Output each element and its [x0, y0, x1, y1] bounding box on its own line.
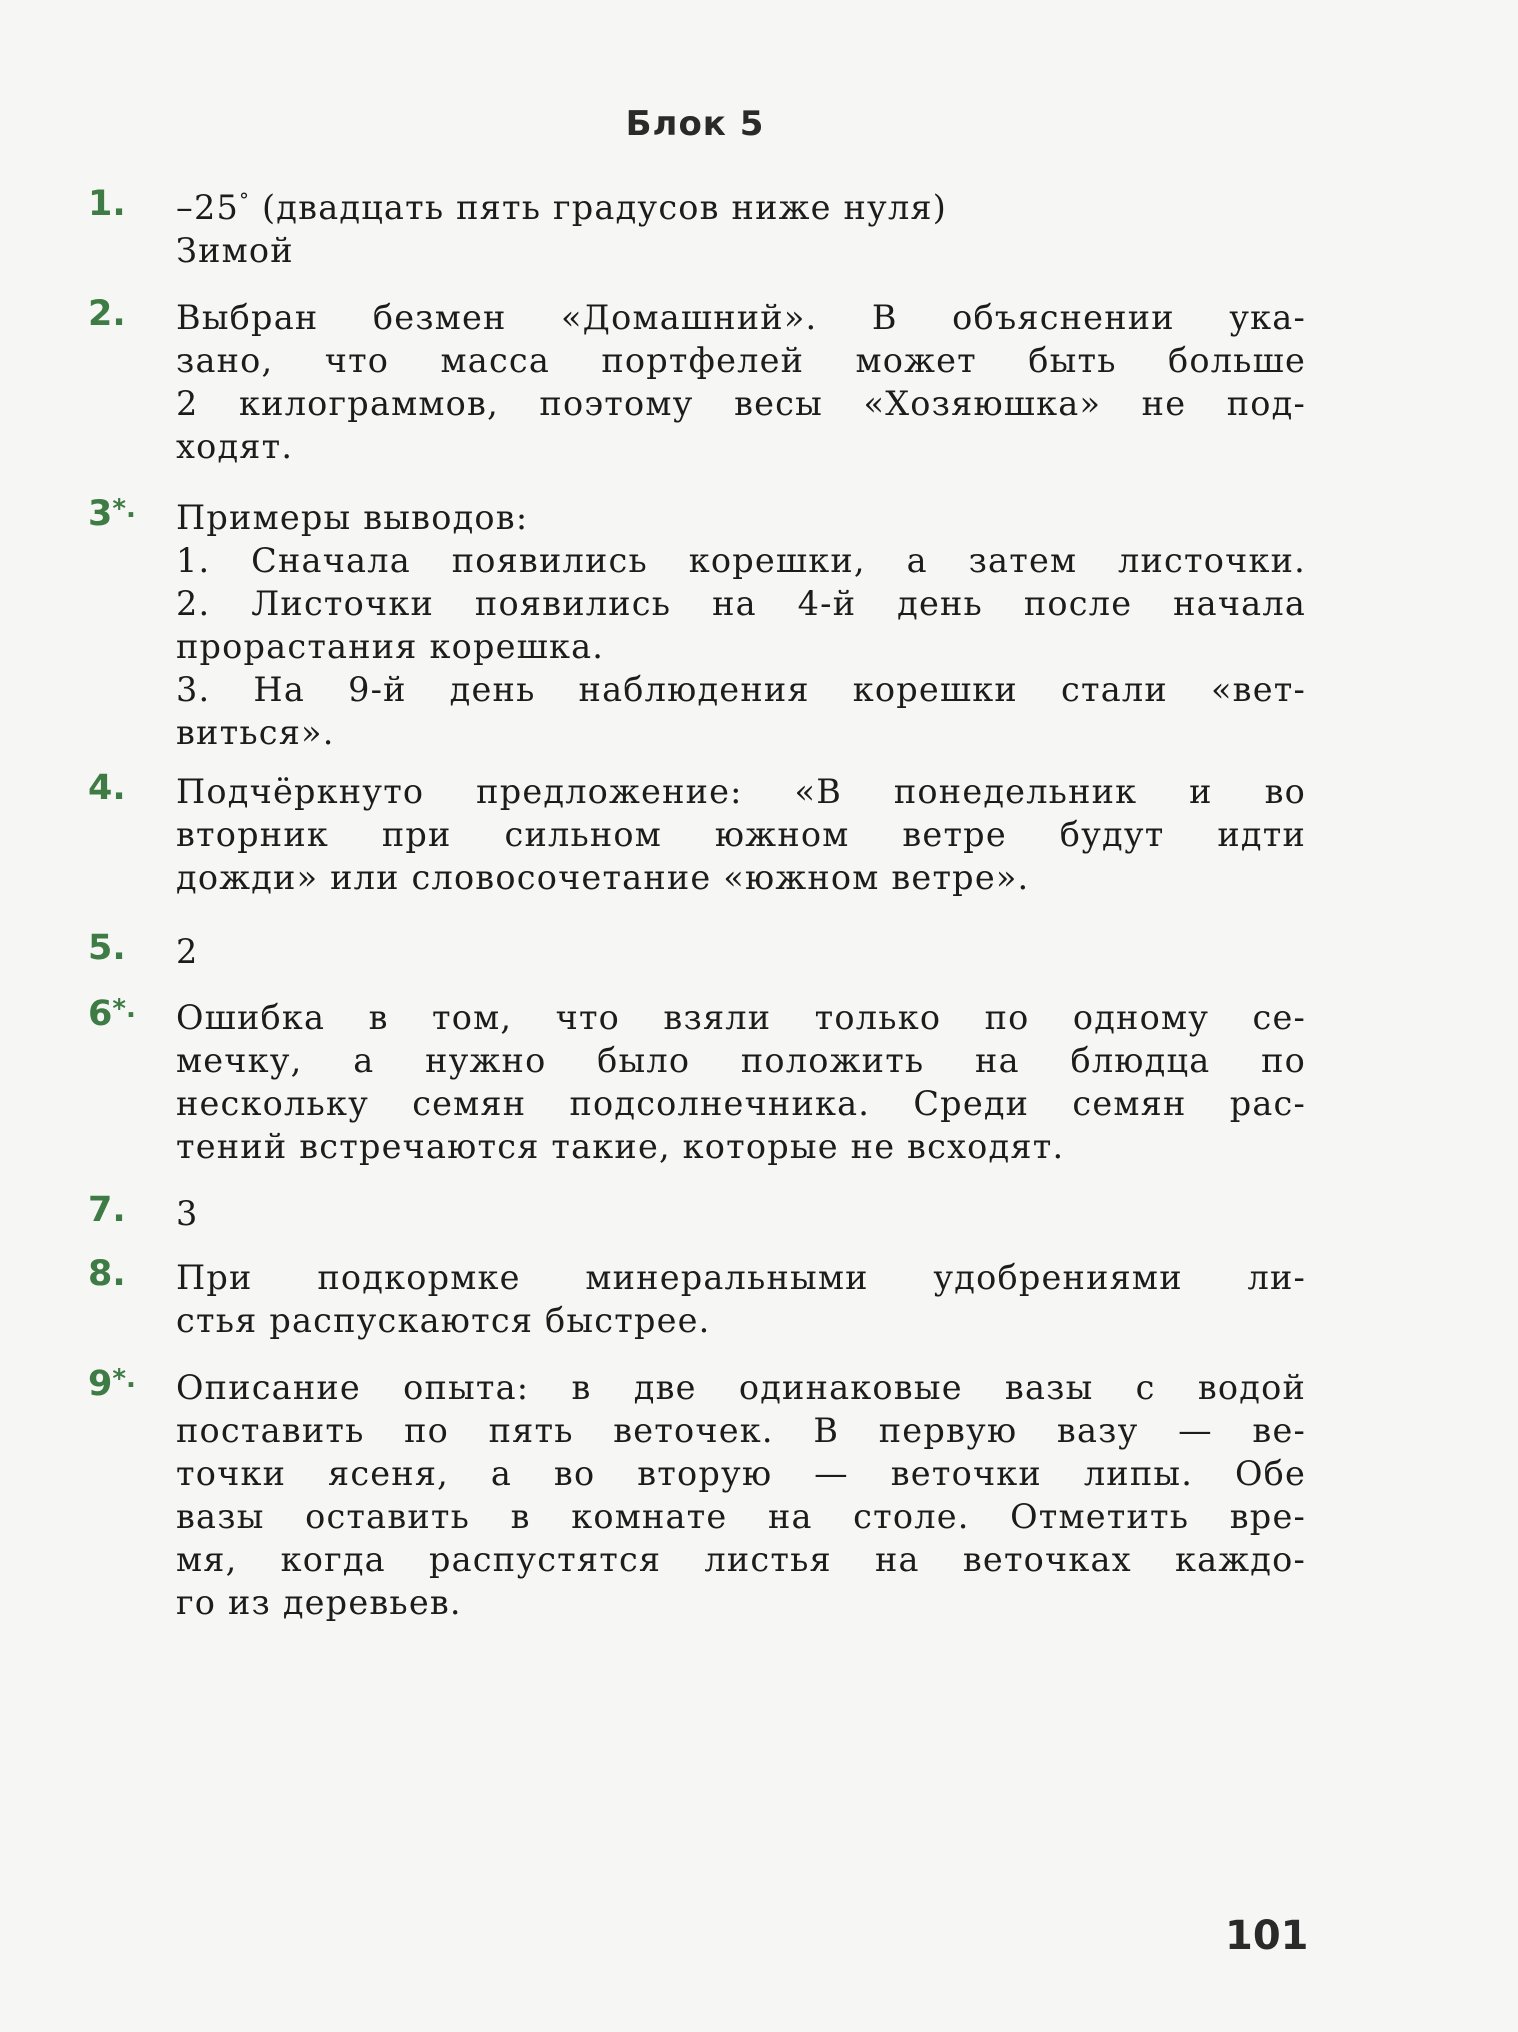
answer-line: 2 — [176, 932, 199, 971]
answer-line: нескольку семян подсолнечника. Среди семян рас- — [176, 1084, 1306, 1123]
answer-number: 4. — [88, 768, 126, 808]
answer-line: го из деревьев. — [176, 1583, 462, 1622]
answer-line: Зимой — [176, 231, 294, 270]
answer-line: стья распускаются быстрее. — [176, 1301, 711, 1340]
answer-line: вазы оставить в комнате на столе. Отметить вре- — [176, 1497, 1306, 1536]
answer-line: виться». — [176, 713, 335, 752]
answer-line: 1. Сначала появились корешки, а затем листочки. — [176, 541, 1306, 580]
answer-text — [176, 930, 1306, 973]
page-number: 101 — [1225, 1913, 1309, 1959]
answer-line: мечку, а нужно было положить на блюдца по — [176, 1041, 1306, 1080]
answer-number: 3*. — [88, 494, 136, 534]
answer-line: Ошибка в том, что взяли только по одному се- — [176, 998, 1306, 1037]
answer-line: –25° (двадцать пять градусов ниже нуля) — [176, 187, 948, 227]
answer-line: мя, когда распустятся листья на веточках каждо- — [176, 1540, 1306, 1579]
answer-number: 6*. — [88, 994, 136, 1034]
answer-number: 5. — [88, 928, 126, 968]
answer-line: вторник при сильном южном ветре будут идти — [176, 815, 1306, 854]
answer-line: точки ясеня, а во вторую — веточки липы. Обе — [176, 1454, 1306, 1493]
answer-line: Выбран безмен «Домашний». В объяснении ука- — [176, 298, 1306, 337]
answer-number: 9*. — [88, 1364, 136, 1404]
answer-line: 3 — [176, 1194, 199, 1233]
answer-number: 2. — [88, 294, 126, 334]
answer-text — [176, 296, 1306, 468]
answer-line: Подчёркнуто предложение: «В понедельник и во — [176, 772, 1306, 811]
answer-line: Описание опыта: в две одинаковые вазы с водой — [176, 1368, 1306, 1407]
answer-line: При подкормке минеральными удобрениями ли- — [176, 1258, 1306, 1297]
answer-text — [176, 496, 1306, 754]
answer-line: ходят. — [176, 427, 294, 466]
answer-line: поставить по пять веточек. В первую вазу — ве- — [176, 1411, 1306, 1450]
answer-line: 3. На 9-й день наблюдения корешки стали «вет- — [176, 670, 1306, 709]
answer-line: Примеры выводов: — [176, 498, 529, 537]
answer-line: прорастания корешка. — [176, 627, 605, 666]
answer-number: 8. — [88, 1254, 126, 1294]
answer-text — [176, 1256, 1306, 1342]
answer-text — [176, 186, 1306, 272]
answer-text — [176, 996, 1306, 1168]
answer-text — [176, 1366, 1306, 1624]
answer-number: 7. — [88, 1190, 126, 1230]
answer-line: дожди» или словосочетание «южном ветре». — [176, 858, 1030, 897]
answer-text — [176, 1192, 1306, 1235]
answer-number: 1. — [88, 184, 126, 224]
answer-line: зано, что масса портфелей может быть больше — [176, 341, 1306, 380]
answer-line: 2 килограммов, поэтому весы «Хозяюшка» не под- — [176, 384, 1306, 423]
block-title: Блок 5 — [625, 104, 765, 144]
answer-line: 2. Листочки появились на 4-й день после начала — [176, 584, 1306, 623]
answer-line: тений встречаются такие, которые не всходят. — [176, 1127, 1065, 1166]
answer-text — [176, 770, 1306, 899]
